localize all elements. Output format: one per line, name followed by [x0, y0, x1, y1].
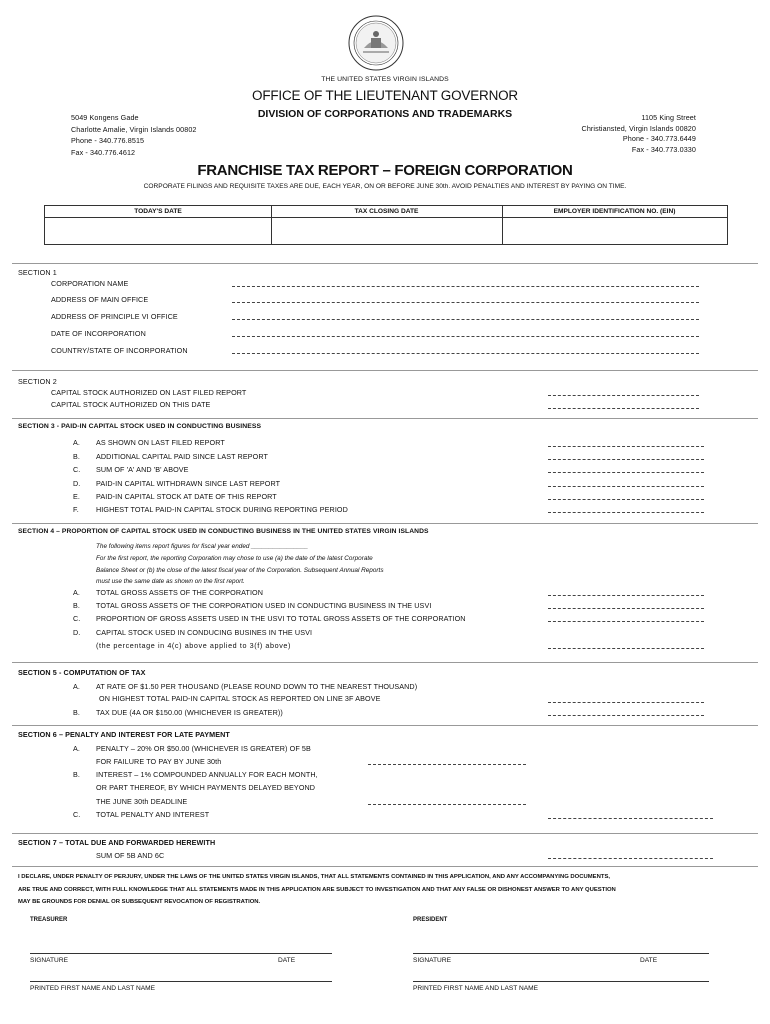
incorporation-date-field[interactable]	[232, 336, 699, 337]
tax-closing-date-field[interactable]	[273, 219, 501, 242]
s3-f-field[interactable]	[548, 512, 704, 513]
s3-a-field[interactable]	[548, 446, 704, 447]
item-label: PAID-IN CAPITAL WITHDRAWN SINCE LAST REPORT	[96, 479, 281, 488]
s6-b-label: INTEREST – 1% COMPOUNDED ANNUALLY FOR EACH MONTH,	[96, 770, 318, 779]
item-letter: B.	[73, 708, 80, 717]
president-printed-name-field[interactable]	[413, 981, 709, 982]
ein-field[interactable]	[504, 219, 726, 242]
item-label: SUM OF 'A' AND 'B' ABOVE	[96, 465, 189, 474]
s5-a-label: AT RATE OF $1.50 PER THOUSAND (PLEASE ROUND DOWN TO THE NEAREST THOUSAND)	[96, 682, 418, 691]
incorporation-country-field[interactable]	[232, 353, 699, 354]
printed-name-label: PRINTED FIRST NAME AND LAST NAME	[413, 985, 539, 992]
s6-b-label-3: THE JUNE 30th DEADLINE	[96, 797, 188, 806]
item-label: ADDITIONAL CAPITAL PAID SINCE LAST REPORT	[96, 452, 268, 461]
section-1-heading: SECTION 1	[18, 268, 57, 277]
left-address	[71, 112, 197, 158]
incorporation-country-label: COUNTRY/STATE OF INCORPORATION	[51, 346, 188, 355]
s3-d-field[interactable]	[548, 486, 704, 487]
address-line: Fax - 340.776.4612	[71, 147, 136, 157]
item-label: HIGHEST TOTAL PAID-IN CAPITAL STOCK DURING REPORTING PERIOD	[96, 505, 348, 514]
form-title: FRANCHISE TAX REPORT – FOREIGN CORPORATION	[197, 162, 573, 179]
address-line: Christiansted, Virgin Islands 00820	[581, 123, 696, 133]
section-4-heading: SECTION 4 – PROPORTION OF CAPITAL STOCK USED IN CONDUCTING BUSINESS IN THE UNITED STATES VIRGIN ISLANDS	[18, 528, 429, 535]
item-letter: A.	[73, 438, 80, 447]
item-letter: B.	[73, 601, 80, 610]
incorporation-date-label: DATE OF INCORPORATION	[51, 329, 146, 338]
s3-e-field[interactable]	[548, 499, 704, 500]
main-office-label: ADDRESS OF MAIN OFFICE	[51, 295, 149, 304]
column-header-tax-closing-date: TAX CLOSING DATE	[354, 208, 419, 215]
signature-label: SIGNATURE	[413, 957, 451, 964]
s7-sum-label: SUM OF 5B AND 6C	[96, 851, 165, 860]
s4-a-field[interactable]	[548, 595, 704, 596]
president-signature-field[interactable]	[413, 953, 709, 954]
corporation-name-label: CORPORATION NAME	[51, 279, 129, 288]
s4-c-field[interactable]	[548, 621, 704, 622]
s6-b-label-2: OR PART THEREOF, BY WHICH PAYMENTS DELAYED BEYOND	[96, 783, 316, 792]
item-letter: C.	[73, 465, 81, 474]
treasurer-signature-field[interactable]	[30, 953, 332, 954]
official-seal-icon	[347, 14, 405, 72]
s7-total-field[interactable]	[548, 858, 713, 859]
item-letter: D.	[73, 479, 81, 488]
date-label: DATE	[640, 957, 658, 964]
s3-c-field[interactable]	[548, 472, 704, 473]
declaration-line: MAY BE GROUNDS FOR DENIAL OR SUBSEQUENT REVOCATION OF REGISTRATION.	[18, 899, 261, 906]
printed-name-label: PRINTED FIRST NAME AND LAST NAME	[30, 985, 156, 992]
declaration	[18, 871, 616, 909]
s6-a-field[interactable]	[368, 764, 526, 765]
address-line: Phone - 340.776.8515	[71, 136, 145, 145]
office-title: OFFICE OF THE LIEUTENANT GOVERNOR	[252, 88, 518, 103]
treasurer-printed-name-field[interactable]	[30, 981, 332, 982]
item-letter: A.	[73, 588, 80, 597]
s5-a-field[interactable]	[548, 702, 704, 703]
s5-b-label: TAX DUE (4A OR $150.00 (WHICHEVER IS GREATER))	[96, 708, 283, 717]
address-line: Charlotte Amalie, Virgin Islands 00802	[71, 124, 197, 134]
section-2-heading: SECTION 2	[18, 377, 57, 386]
declaration-line: I DECLARE, UNDER PENALTY OF PERJURY, UNDER THE LAWS OF THE UNITED STATES VIRGIN ISLANDS, THAT ALL STATEMENTS CONTAINED IN THIS APPLICATION, AND ANY ACCOMPANYING DOCUMENTS,	[18, 874, 611, 880]
treasurer-label: TREASURER	[30, 917, 68, 923]
note-line: The following items report figures for fiscal year ended ________________	[96, 543, 309, 550]
s6-a-label: PENALTY – 20% OR $50.00 (WHICHEVER IS GREATER) OF 5B	[96, 744, 311, 753]
s3-b-field[interactable]	[548, 459, 704, 460]
corporation-name-field[interactable]	[232, 286, 699, 287]
territory-name: THE UNITED STATES VIRGIN ISLANDS	[321, 76, 449, 83]
item-label: TOTAL GROSS ASSETS OF THE CORPORATION USED IN CONDUCTING BUSINESS IN THE USVI	[96, 601, 432, 610]
due-notice: CORPORATE FILINGS AND REQUISITE TAXES ARE DUE, EACH YEAR, ON OR BEFORE JUNE 30th. AVOID PENALTIES AND INTEREST BY PAYING ON TIME.	[143, 183, 627, 190]
note-line: Balance Sheet or (b) the close of the latest fiscal year of the Corporation. Subsequent Annual Reports	[96, 566, 384, 574]
declaration-line: ARE TRUE AND CORRECT, WITH FULL KNOWLEDGE THAT ALL STATEMENTS MADE IN THIS APPLICATION ARE SUBJECT TO INVESTIGATION AND THAT ANY FALSE OR DISHONEST ANSWER TO ANY QUESTION	[18, 886, 616, 893]
s6-b-field[interactable]	[368, 804, 526, 805]
stock-last-report-field[interactable]	[548, 395, 699, 396]
right-address	[582, 113, 696, 155]
item-letter: C.	[73, 810, 81, 819]
item-label: PROPORTION OF GROSS ASSETS USED IN THE USVI TO TOTAL GROSS ASSETS OF THE CORPORATION	[96, 614, 466, 623]
s4-d-field[interactable]	[548, 648, 704, 649]
s5-b-field[interactable]	[548, 715, 704, 716]
item-label: PAID-IN CAPITAL STOCK AT DATE OF THIS REPORT	[96, 492, 277, 501]
s6-a-label-2: FOR FAILURE TO PAY BY JUNE 30th	[96, 757, 222, 766]
s6-c-label: TOTAL PENALTY AND INTEREST	[96, 810, 210, 819]
s5-a-label-2: ON HIGHEST TOTAL PAID-IN CAPITAL STOCK AS REPORTED ON LINE 3F ABOVE	[99, 694, 381, 703]
section-4-note	[96, 541, 384, 588]
item-label: TOTAL GROSS ASSETS OF THE CORPORATION	[96, 588, 264, 597]
item-letter: D.	[73, 628, 81, 637]
item-letter: B.	[73, 770, 80, 779]
stock-last-report-label: CAPITAL STOCK AUTHORIZED ON LAST FILED REPORT	[51, 388, 247, 397]
todays-date-field[interactable]	[46, 219, 270, 242]
signature-label: SIGNATURE	[30, 957, 68, 964]
column-header-ein: EMPLOYER IDENTIFICATION NO. (EIN)	[553, 208, 676, 215]
item-letter: F.	[73, 505, 79, 514]
note-line: must use the same date as shown on the first report.	[96, 578, 245, 586]
s4-b-field[interactable]	[548, 608, 704, 609]
s4-d-note: (the percentage in 4(c) above applied to 3(f) above)	[96, 641, 292, 650]
main-office-field[interactable]	[232, 302, 699, 303]
section-6-heading: SECTION 6 – PENALTY AND INTEREST FOR LATE PAYMENT	[18, 730, 230, 739]
section-7-heading: SECTION 7 – TOTAL DUE AND FORWARDED HEREWITH	[18, 838, 216, 847]
item-letter: C.	[73, 614, 81, 623]
item-letter: A.	[73, 744, 80, 753]
address-line: Fax - 340.773.0330	[631, 144, 696, 154]
address-line: 5049 Kongens Gade	[71, 113, 139, 122]
item-letter: B.	[73, 452, 80, 461]
item-label: CAPITAL STOCK USED IN CONDUCING BUSINES IN THE USVI	[96, 628, 313, 637]
note-line: For the first report, the reporting Corporation may chose to use (a) the date of the latest Corporate	[96, 554, 373, 562]
item-letter: E.	[73, 492, 80, 501]
stock-this-date-field[interactable]	[548, 408, 699, 409]
president-label: PRESIDENT	[413, 917, 448, 923]
vi-office-label: ADDRESS OF PRINCIPLE VI OFFICE	[51, 312, 178, 321]
section-3-heading: SECTION 3 - PAID-IN CAPITAL STOCK USED IN CONDUCTING BUSINESS	[18, 423, 262, 430]
column-header-todays-date: TODAY'S DATE	[134, 208, 182, 215]
item-letter: A.	[73, 682, 80, 691]
stock-this-date-label: CAPITAL STOCK AUTHORIZED ON THIS DATE	[51, 400, 211, 409]
s6-c-field[interactable]	[548, 818, 713, 819]
date-label: DATE	[278, 957, 296, 964]
vi-office-field[interactable]	[232, 319, 699, 320]
division-title: DIVISION OF CORPORATIONS AND TRADEMARKS	[257, 108, 513, 120]
address-line: Phone - 340.773.6449	[622, 134, 696, 143]
item-label: AS SHOWN ON LAST FILED REPORT	[96, 438, 225, 447]
section-5-heading: SECTION 5 - COMPUTATION OF TAX	[18, 668, 146, 677]
address-line: 1105 King Street	[641, 113, 696, 122]
